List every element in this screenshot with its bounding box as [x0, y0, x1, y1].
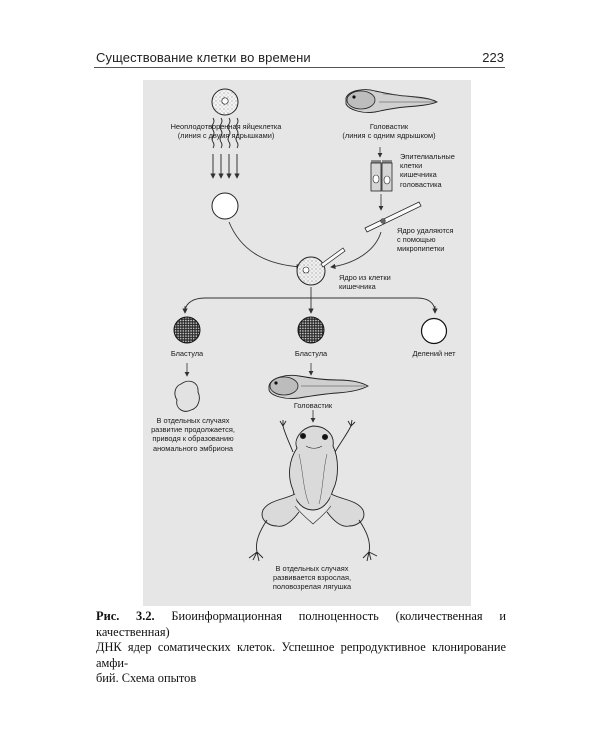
abnormal-embryo-label — [145, 416, 241, 453]
arrow-nucleus-to-fused — [331, 232, 381, 267]
caption-text-1: Биоинформационная полноценность (количественная и качественная) — [96, 609, 506, 639]
page-number: 223 — [482, 50, 504, 65]
figure-caption — [96, 609, 506, 687]
abnormal-embryo-label-line: приводя к образованию — [152, 434, 234, 444]
intestine-nucleus-label — [339, 273, 429, 291]
caption-line-1 — [96, 609, 506, 640]
abnormal-embryo-label-line: В отдельных случаях — [156, 416, 230, 425]
egg-label — [153, 122, 299, 140]
epithelial-cells — [371, 160, 392, 191]
nucleus-removed-label-line: микропипетки — [397, 244, 445, 254]
blastula-center — [298, 317, 324, 343]
undivided-egg — [422, 319, 447, 344]
arrow-egg-to-fused — [229, 222, 301, 267]
adult-frog — [249, 420, 377, 561]
blastula-center-label: Бластула — [294, 349, 328, 358]
abnormal-embryo-label-line: аномального эмбриона — [152, 443, 234, 453]
blastula-left — [174, 317, 200, 343]
running-head-title: Существование клетки во времени — [96, 50, 311, 65]
adult-frog-label-line: развивается взрослая, — [272, 573, 352, 583]
intestine-nucleus-label-line: Ядро из клетки — [339, 273, 391, 282]
tadpole-result-label: Головастик — [293, 401, 333, 410]
tadpole-source-label-line: (линия с одним ядрышком) — [342, 131, 436, 141]
caption-label: Рис. 3.2. — [96, 609, 155, 623]
nucleus-removed-label-line: с помощью — [397, 235, 436, 245]
abnormal-embryo-label-line: развитие продолжается, — [151, 425, 235, 435]
unfertilized-egg — [212, 89, 238, 115]
tadpole-source — [346, 90, 437, 113]
cloning-experiment-figure — [143, 80, 471, 606]
epithelial-label-line: кишечника — [400, 170, 437, 180]
tadpole-source-label-line: Головастик — [369, 122, 409, 131]
abnormal-embryo — [175, 381, 199, 411]
no-division-label: Делений нет — [412, 349, 456, 358]
intestine-nucleus-label-line: кишечника — [339, 282, 376, 292]
adult-frog-label-line: половозрелая лягушка — [272, 582, 352, 592]
egg-label-line: Неоплодотворенная яйцеклетка — [170, 122, 282, 131]
nucleus-removed-label — [397, 226, 469, 254]
tadpole-source-label — [325, 122, 453, 140]
header-rule — [94, 67, 505, 68]
epithelial-label-line: клетки — [400, 161, 423, 171]
epithelial-label — [400, 152, 470, 189]
blastula-left-label: Бластула — [170, 349, 204, 358]
nucleus-removed-label-line: Ядро удаляются — [397, 226, 454, 235]
epithelial-label-line: Эпителиальные — [400, 152, 455, 161]
caption-line-2: ДНК ядер соматических клеток. Успешное репродуктивное клонирование амфи- — [96, 640, 506, 670]
tadpole-result — [269, 375, 368, 398]
egg-label-line: (линия с двумя ядрышками) — [177, 131, 275, 141]
adult-frog-label-line: В отдельных случаях — [275, 564, 349, 573]
adult-frog-label — [255, 564, 369, 592]
caption-line-3: бий. Схема опытов — [96, 671, 197, 685]
epithelial-label-line: головастика — [400, 179, 442, 189]
egg-with-transplanted-nucleus — [297, 248, 345, 285]
enucleated-egg — [212, 193, 238, 219]
